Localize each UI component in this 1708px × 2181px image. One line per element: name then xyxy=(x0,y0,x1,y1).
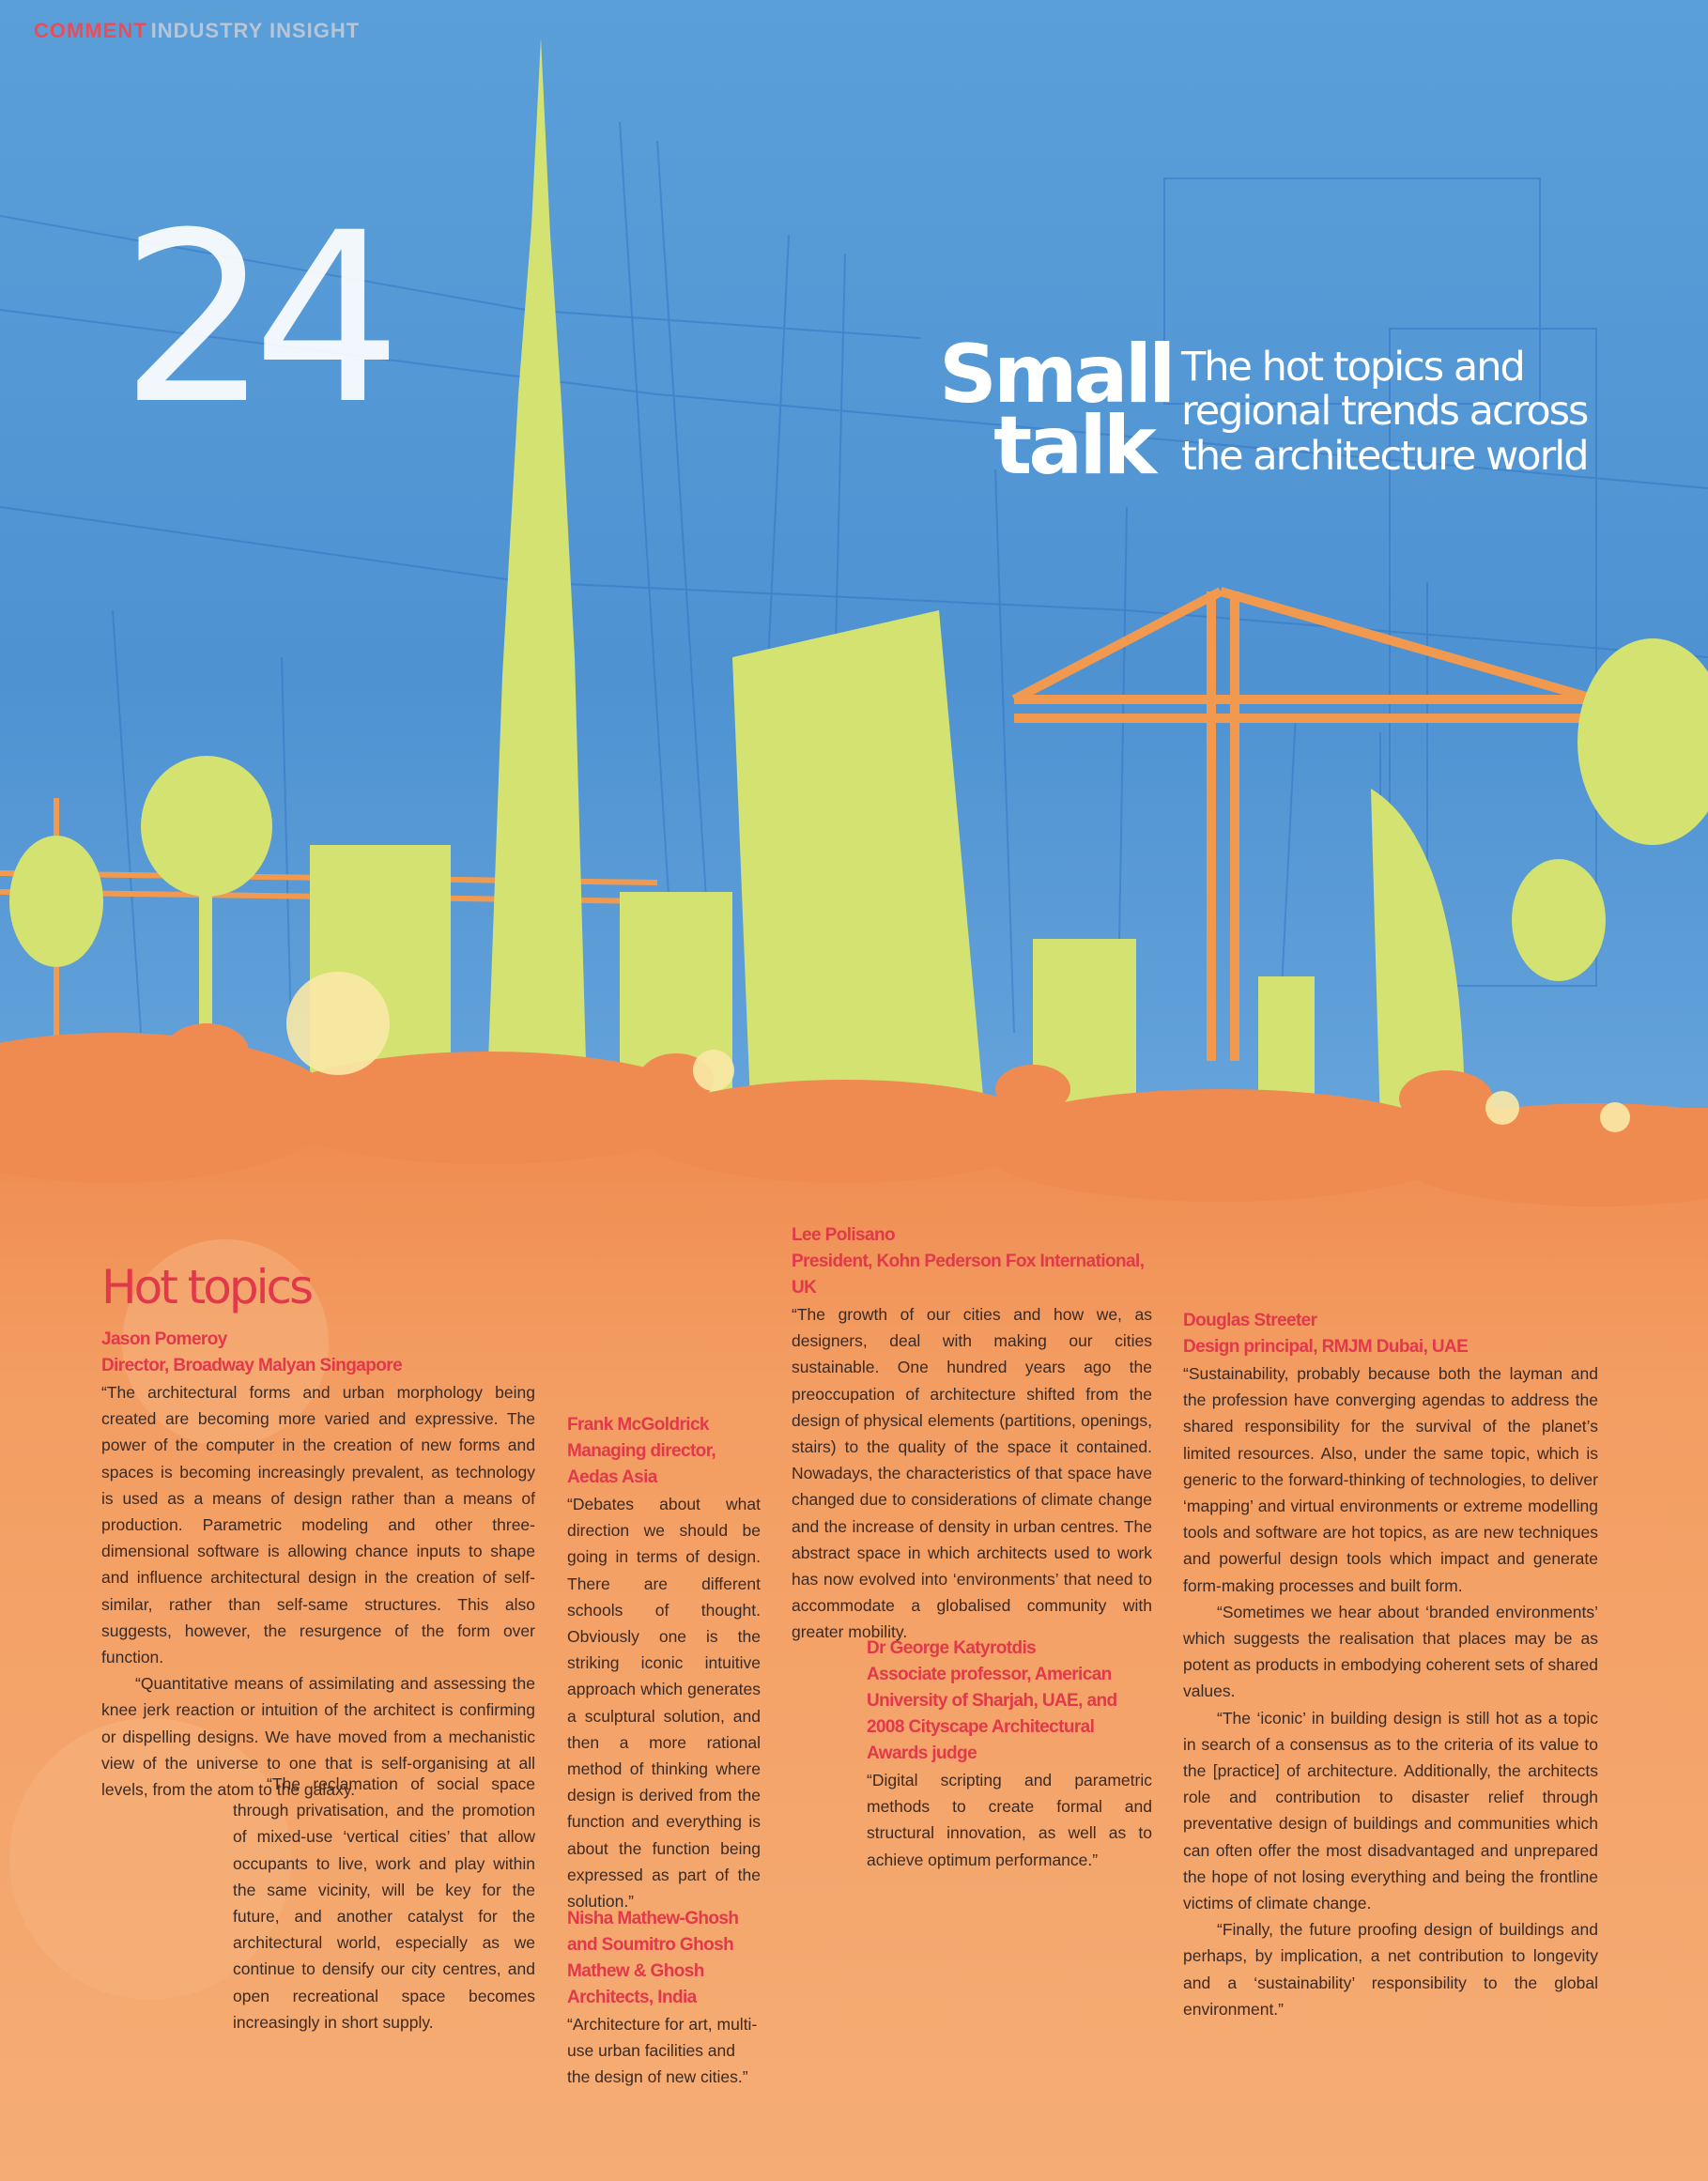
quote-paragraph: “The ‘iconic’ in building design is still hot as a topic in search of a consensus as to the criteria of its value to the [practice] of architecture. Additionally, the architects role and contribution to disaster relief through preventative design of buildings and communities which can often offer the most disadvantaged and unprepared the hope of not losing everything and being the frontline victims of climate change. xyxy=(1183,1708,1598,1913)
quote-paragraph: “Quantitative means of assimilating and assessing the knee jerk reaction or intuition of the architect is confirming or dispelling designs. We have moved from a mechanistic view of the universe to one that is self-organising at all levels, from the atom to the galaxy. xyxy=(101,1674,535,1800)
subtitle-line-2: regional trends across xyxy=(1181,388,1588,436)
quote-paragraph: “Architecture for art, multi-use urban facilities and the design of new cities.” xyxy=(567,2015,758,2087)
quote-paragraph: “Sustainability, probably because both the layman and the profession have converging agendas to address the shared responsibility for the survival of the planet’s limited resources. Also, under the same topic, which is generic to the forward-thinking of technologies, to deliver ‘mapping’ and virtual environments or extreme modelling tools and software are hot topics, as are new techniques and powerful design tools which impact and generate form-making processes and built form. xyxy=(1183,1364,1598,1595)
contributor-ghosh xyxy=(567,1906,761,2091)
quote-paragraph: “Finally, the future proofing design of buildings and perhaps, by implication, a net contribution to longevity and a ‘sustainability’ responsibility to the global environment.” xyxy=(1183,1920,1598,2019)
page-number: 24 xyxy=(120,182,386,455)
contributor-pomeroy-continued xyxy=(233,1771,535,2035)
section-heading: Hot topics xyxy=(101,1260,312,1314)
title-line-1: Small xyxy=(939,328,1173,422)
title-line-2: talk xyxy=(993,398,1153,493)
quote-paragraph: “Digital scripting and parametric methods to create formal and structural innovation, as well as to achieve optimum performance.” xyxy=(867,1771,1152,1869)
contributor-role: Associate professor, American University of Sharjah, UAE, and 2008 Cityscape Architectural Awards judge xyxy=(867,1665,1117,1763)
contributor-name: Lee Polisano xyxy=(792,1225,896,1245)
contributor-polisano xyxy=(792,1222,1152,1646)
contributor-name: Frank McGoldrick xyxy=(567,1415,709,1435)
subsection-label: INDUSTRY INSIGHT xyxy=(150,19,361,42)
contributor-role: President, Kohn Pederson Fox International, UK xyxy=(792,1252,1145,1298)
quote-paragraph: “The architectural forms and urban morphology being created are becoming more varied and expressive. The power of the computer in the creation of new forms and spaces is becoming increasingly prevalent, as technology is used as a means of design rather than a means of production. Parametric modeling and other three-dimensional software is allowing chance inputs to shape and influence architectural design in the creation of self-similar, rather than self-same structures. This also suggests, however, the resurgence of the form over function. xyxy=(101,1383,535,1667)
contributor-role: Mathew & Ghosh Architects, India xyxy=(567,1961,704,2007)
contributor-name: Nisha Mathew-Ghosh and Soumitro Ghosh xyxy=(567,1909,739,1955)
contributor-name: Jason Pomeroy xyxy=(101,1329,227,1349)
contributor-role: Director, Broadway Malyan Singapore xyxy=(101,1356,403,1375)
contributor-name: Douglas Streeter xyxy=(1183,1311,1317,1330)
contributor-mcgoldrick xyxy=(567,1412,761,1914)
contributor-katyrotdis xyxy=(867,1636,1152,1873)
contributor-role: Managing director, Aedas Asia xyxy=(567,1441,716,1487)
section-label: COMMENT xyxy=(34,19,147,42)
running-header xyxy=(34,19,360,43)
contributor-name: Dr George Katyrotdis xyxy=(867,1638,1037,1658)
quote-paragraph: “The growth of our cities and how we, as designers, deal with making our cities sustainable. One hundred years ago the preoccupation of architecture shifted from the design of physical elements (partitions, openings, stairs) to the quality of the space it contained. Nowadays, the characteristics of that space have changed due to considerations of climate change and the increase of density in urban centres. The abstract space in which architects used to work has now evolved into ‘environments’ that need to accommodate a globalised community with greater mobility. xyxy=(792,1305,1152,1642)
contributor-pomeroy xyxy=(101,1327,535,1803)
contributor-role: Design principal, RMJM Dubai, UAE xyxy=(1183,1337,1469,1357)
feature-title xyxy=(939,328,1173,493)
feature-subtitle xyxy=(1181,346,1623,479)
quote-paragraph: “Sometimes we hear about ‘branded environments’ which suggests the realisation that places may be as potent as products in embodying coherent sets of shared values. xyxy=(1183,1602,1598,1701)
quote-paragraph: “Debates about what direction we should be going in terms of design. There are different schools of thought. Obviously one is the striking iconic intuitive approach which generates a sculptural solution, and then a more rational method of thinking where design is derived from the function and everything is about the function being expressed as part of the solution.” xyxy=(567,1495,761,1912)
subtitle-line-1: The hot topics and xyxy=(1181,344,1524,391)
contributor-streeter xyxy=(1183,1308,1598,2022)
quote-paragraph: “The reclamation of social space through privatisation, and the promotion of mixed-use ‘vertical cities’ that allow occupants to live, work and play within the same vicinity, will be key for the future, and another catalyst for the architectural world, especially as we continue to densify our city centres, and open recreational space becomes increasingly in short supply. xyxy=(233,1774,535,2032)
subtitle-line-3: the architecture world xyxy=(1181,432,1588,480)
